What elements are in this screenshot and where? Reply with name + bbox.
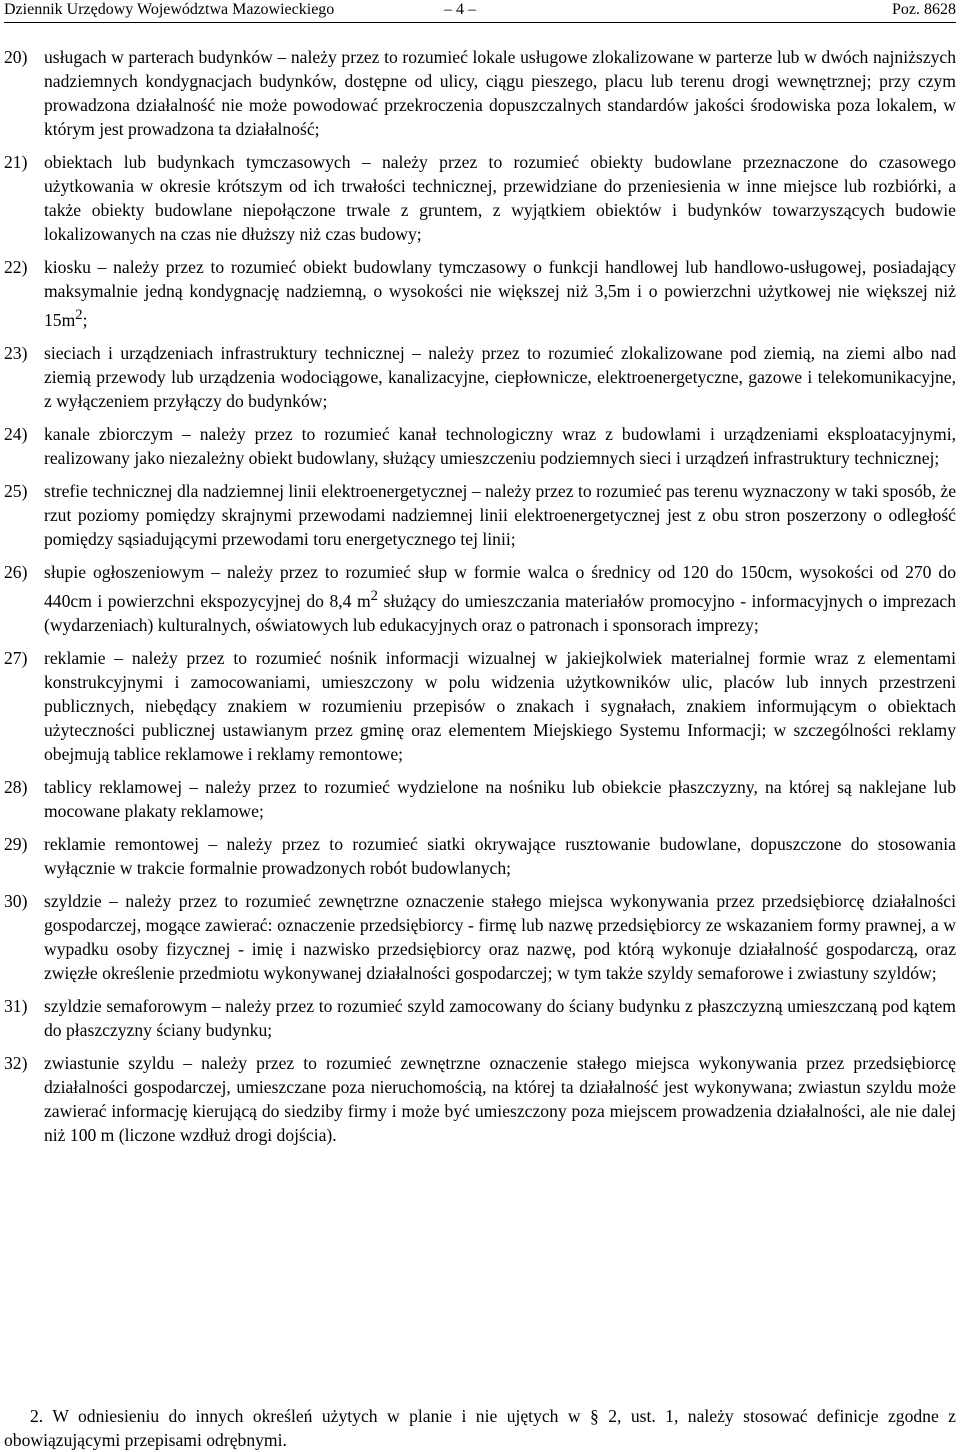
item-text: szyldzie semaforowym – należy przez to rozumieć szyld zamocowany do ściany budynku z płaszczyzną umieszczaną pod kątem do płaszczyzny ściany budynku; xyxy=(44,995,956,1040)
item-number: 23) xyxy=(4,342,28,363)
item-number: 27) xyxy=(4,647,28,668)
page-header xyxy=(4,0,956,23)
item-number: 28) xyxy=(4,776,28,797)
item-text-tail: ; xyxy=(82,309,88,330)
position-number: Poz. 8628 xyxy=(892,1,956,18)
item-text-container xyxy=(44,255,956,332)
item-text: strefie technicznej dla nadziemnej linii elektroenergetycznej – należy przez to rozumieć pas terenu wyznaczony w taki sposób, że rzut poziomy pomiędzy skrajnymi przewodami nadziemnej linii elektroenergetycznej jest z obu stron poszerzony o odległość pomiędzy sąsiadującymi przewodami toru energetycznego tej linii; xyxy=(44,480,956,549)
item-text-container xyxy=(44,560,956,637)
item-number: 24) xyxy=(4,423,28,444)
list-item xyxy=(4,994,956,1042)
item-number: 20) xyxy=(4,47,28,67)
item-text: słupie ogłoszeniowym – należy przez to rozumieć słup w formie walca o średnicy od 120 do 150cm, wysokości od 270 do 440cm i powierzchni ekspozycyjnej do 8,4 m xyxy=(44,561,956,611)
item-number: 30) xyxy=(4,890,28,911)
item-text: usługach w parterach budynków – należy przez to rozumieć lokale usługowe zlokalizowane w parterze lub w dwóch najniższych nadziemnych kondygnacjach budynków, dostępne od ulicy, ciągu pieszego, placu lub terenu drogi wewnętrznej; przy czym prowadzona działalność nie może powodować przekroczenia dopuszczalnych standardów jakości środowiska poza lokalem, w którym jest prowadzona ta działalność; xyxy=(44,47,956,139)
list-item xyxy=(4,255,956,332)
item-number: 25) xyxy=(4,480,28,501)
item-text: reklamie remontowej – należy przez to rozumieć siatki okrywające rusztowanie budowlane, dopuszczone do stosowania wyłącznie w trakcie formalnie prowadzonych robót budowlanych; xyxy=(44,833,956,878)
list-item xyxy=(4,479,956,551)
superscript: 2 xyxy=(75,307,83,323)
item-number: 22) xyxy=(4,257,28,277)
item-number: 32) xyxy=(4,1052,28,1073)
list-item xyxy=(4,45,956,141)
list-item xyxy=(4,889,956,985)
item-number: 21) xyxy=(4,152,28,172)
list-item xyxy=(4,341,956,413)
page-number: – 4 – xyxy=(444,1,476,18)
final-paragraph xyxy=(4,1404,956,1452)
item-number: 26) xyxy=(4,561,28,582)
item-text: tablicy reklamowej – należy przez to rozumieć wydzielone na nośniku lub obiekcie płaszczyzny, na której są naklejane lub mocowane plakaty reklamowe; xyxy=(44,776,956,821)
list-item xyxy=(4,422,956,470)
item-text: kiosku – należy przez to rozumieć obiekt budowlany tymczasowy o funkcji handlowej lub handlowo-usługowej, posiadający maksymalnie jedną kondygnację nadziemną, o wysokości nie większej niż 3,5m i o powierzchni użytkowej nie większej niż 15m xyxy=(44,257,956,330)
item-number: 31) xyxy=(4,995,28,1016)
item-text: sieciach i urządzeniach infrastruktury technicznej – należy przez to rozumieć zlokalizowane pod ziemią, na ziemi albo nad ziemią przewody lub urządzenia wodociągowe, kanalizacyjne, ciepłownicze, elektroenergetyczne, gazowe i telekomunikacyjne, z wyłączeniem przyłączy do budynków; xyxy=(44,342,956,411)
list-item xyxy=(4,646,956,766)
definitions-list xyxy=(4,45,956,1156)
list-item xyxy=(4,832,956,880)
list-item xyxy=(4,1051,956,1147)
item-text-tail: służący do umieszczania materiałów promocyjno - informacyjnych o imprezach (wydarzeniach) kulturalnych, oświatowych lub edukacyjnych oraz o patronach i sponsorach imprezy; xyxy=(44,590,956,635)
list-item xyxy=(4,150,956,246)
paragraph-number: 2. xyxy=(30,1406,44,1426)
item-text: szyldzie – należy przez to rozumieć zewnętrzne oznaczenie stałego miejsca wykonywania przez przedsiębiorcę działalności gospodarczej, mogące zawierać: oznaczenie przedsiębiorcy - firmę lub nazwę przedsiębiorcy ze wskazaniem formy prawnej, a w wypadku osoby fizycznej - imię i nazwisko przedsiębiorcy oraz nazwę, pod którą wykonuje działalność gospodarczą, oraz zwięzłe określenie przedmiotu wykonywanej działalności gospodarczej; w tym także szyldy semaforowe i zwiastuny szyldów; xyxy=(44,890,956,983)
item-text: kanale zbiorczym – należy przez to rozumieć kanał technologiczny wraz z budowlami i urządzeniami eksploatacyjnymi, realizowany jako niezależny obiekt budowlany, służący umieszczeniu podziemnych sieci i urządzeń infrastruktury technicznej; xyxy=(44,423,956,468)
superscript: 2 xyxy=(370,587,378,604)
paragraph-text: W odniesieniu do innych określeń użytych w planie i nie ujętych w § 2, ust. 1, należy stosować definicje zgodne z obowiązującymi przepisami odrębnymi. xyxy=(4,1406,956,1450)
list-item xyxy=(4,775,956,823)
item-text: reklamie – należy przez to rozumieć nośnik informacji wizualnej w jakiejkolwiek materialnej formie wraz z elementami konstrukcyjnymi i zamocowaniami, umieszczony w polu widzenia użytkowników ulic, placów lub innych przestrzeni publicznych, niebędący znakiem w rozumieniu przepisów o znakach i sygnałach, znakiem informującym o obiektach użyteczności publicznej ustawianym przez gminę oraz elementem Miejskiego Systemu Informacji; w szczególności reklamy obejmują tablice reklamowe i reklamy remontowe; xyxy=(44,647,956,764)
item-text: zwiastunie szyldu – należy przez to rozumieć zewnętrzne oznaczenie stałego miejsca wykonywania przez przedsiębiorcę działalności gospodarczej, umieszczane poza nieruchomością, na której ta działalność jest wykonywana; zwiastun szyldu może zawierać informację kierującą do siedziby firmy i może być umieszczony poza miejscem prowadzenia działalności, ale nie dalej niż 100 m (liczone wzdłuż drogi dojścia). xyxy=(44,1052,956,1145)
list-item xyxy=(4,560,956,637)
journal-title: Dziennik Urzędowy Województwa Mazowieckiego xyxy=(4,1,335,18)
item-text: obiektach lub budynkach tymczasowych – należy przez to rozumieć obiekty budowlane przeznaczone do czasowego użytkowania w okresie krótszym od ich trwałości technicznej, przewidziane do przeniesienia w inne miejsce lub rozbiórki, a także obiekty budowlane niepołączone trwale z gruntem, z wyjątkiem obiektów i budynków towarzyszących budowie lokalizowanych na czas nie dłuższy niż czas budowy; xyxy=(44,152,956,244)
item-number: 29) xyxy=(4,833,28,854)
